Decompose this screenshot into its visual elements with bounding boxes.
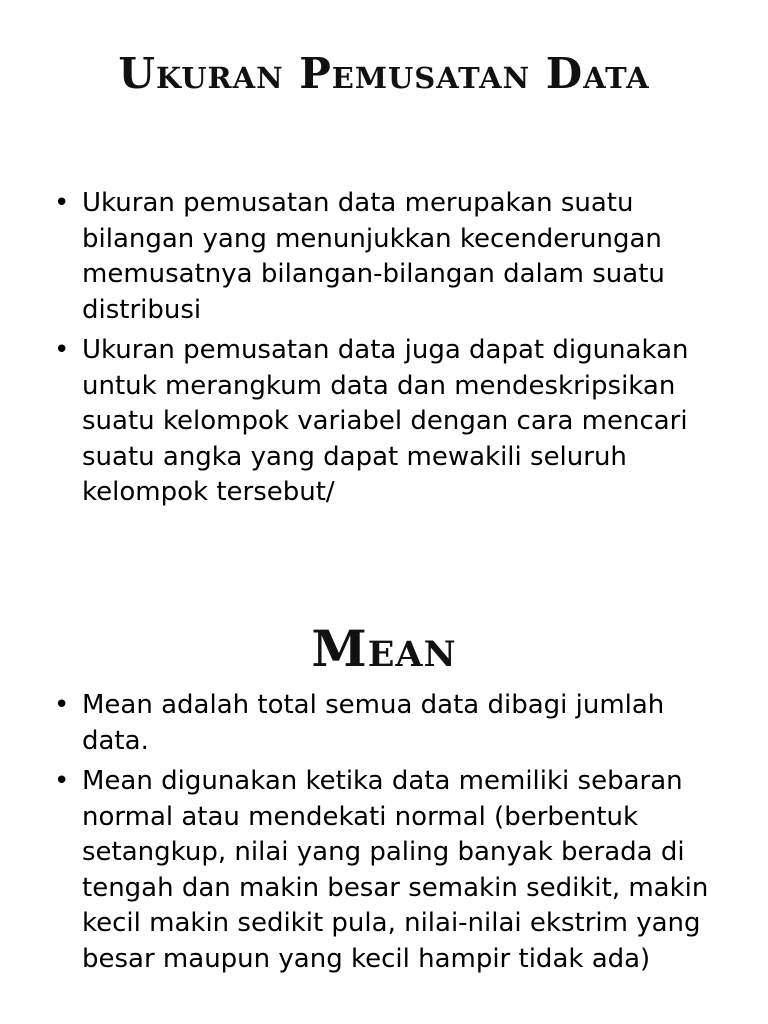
bullet-icon: • [54,766,70,796]
bullet-icon: • [54,188,70,218]
bullet-text: Ukuran pemusatan data juga dapat digunakan untuk merangkum data dan mendeskripsikan suatu kelompok variabel dengan cara mencari suatu angka yang dapat mewakili seluruh kelompok tersebut/ [82,335,689,507]
slide-title: Ukuran Pemusatan Data [118,49,650,98]
bullet-icon: • [54,690,70,720]
slide-title: Mean [311,619,457,678]
bullet-icon: • [54,335,70,365]
bullet-item [54,764,734,977]
bullet-list [54,688,734,982]
bullet-text: Mean digunakan ketika data memiliki sebaran normal atau mendekati normal (berbentuk setangkup, nilai yang paling banyak berada di tengah dan makin besar semakin sedikit, makin kecil makin sedikit pula, nilai-nilai ekstrim yang besar maupun yang kecil hampir tidak ada) [82,766,709,974]
bullet-text: Ukuran pemusatan data merupakan suatu bilangan yang menunjukkan kecenderungan memusatnya bilangan-bilangan dalam suatu distribusi [82,188,665,325]
bullet-list [54,186,734,516]
bullet-item [54,186,734,328]
bullet-item [54,688,734,759]
bullet-item [54,333,734,511]
bullet-text: Mean adalah total semua data dibagi jumlah data. [82,690,665,756]
slide-mean [0,600,768,1024]
